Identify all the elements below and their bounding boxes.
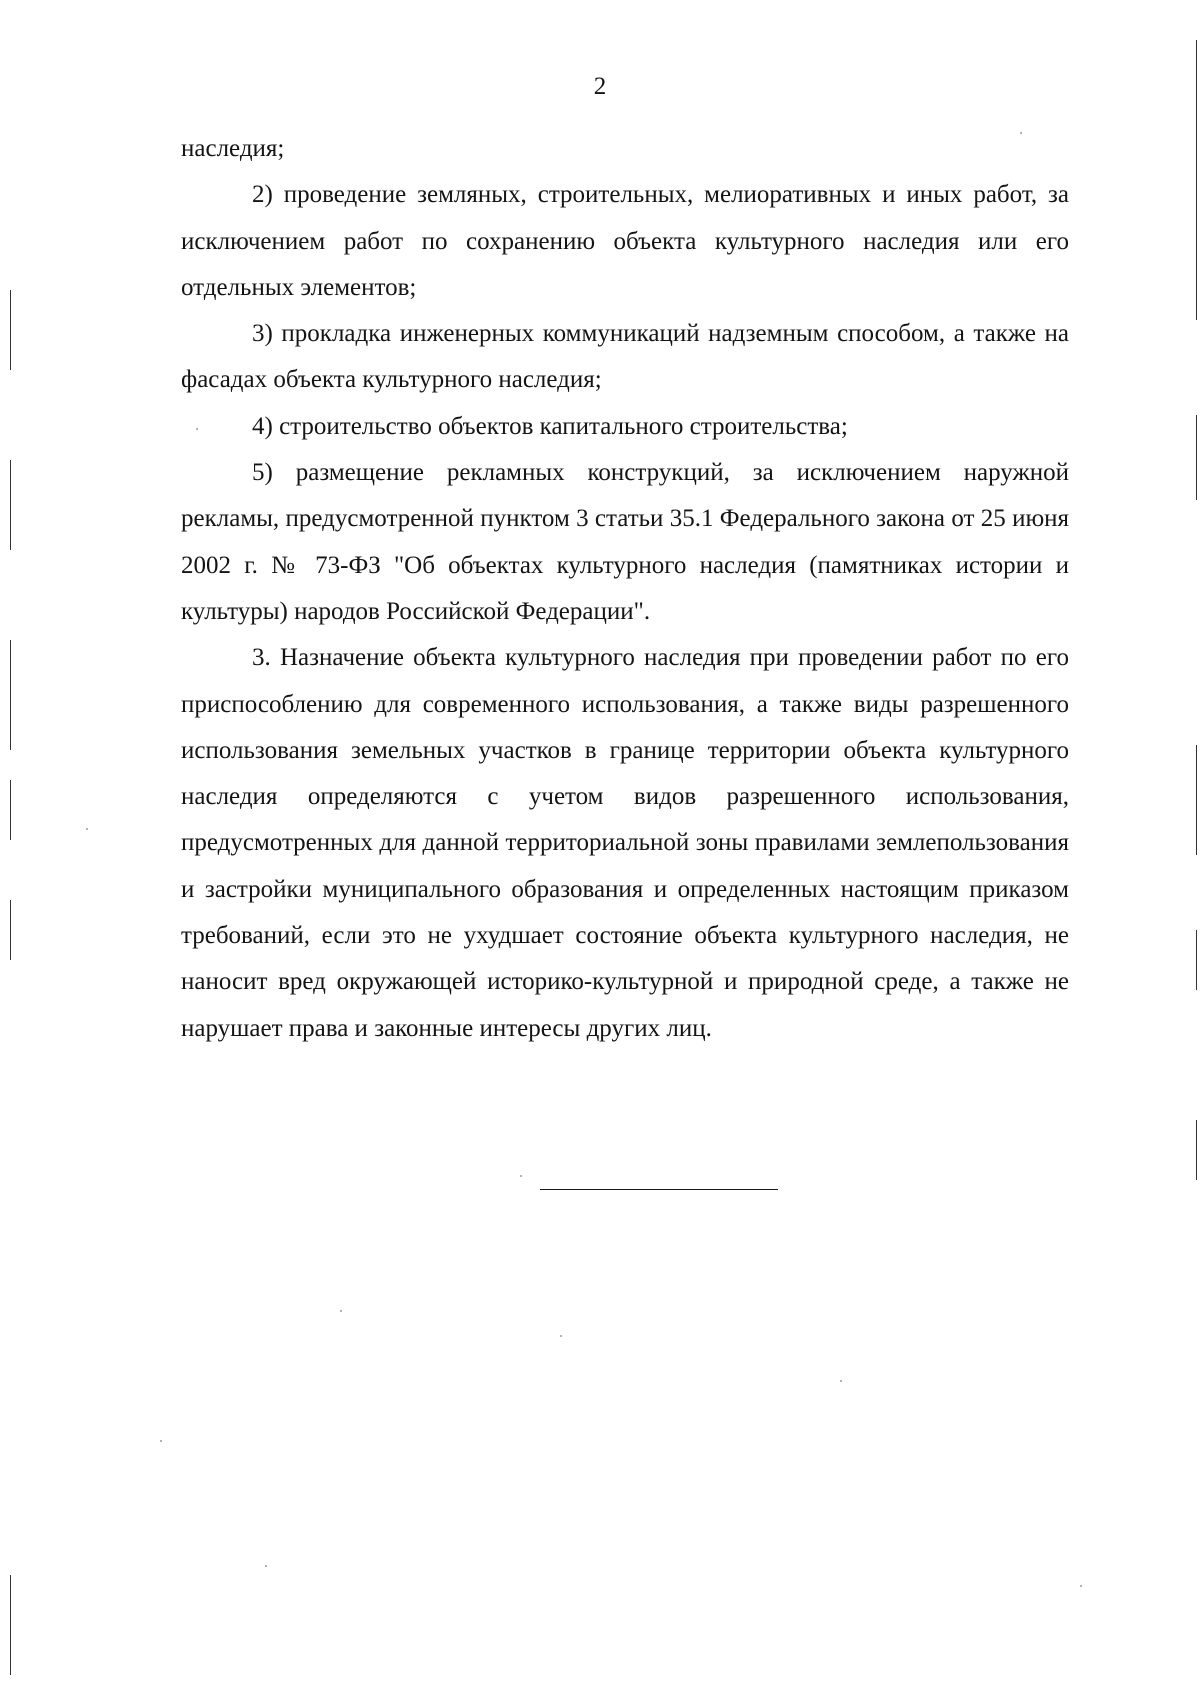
scan-speck <box>560 1335 562 1337</box>
scan-speck <box>265 1565 267 1567</box>
scan-speck <box>196 428 198 430</box>
list-item-2: 2) проведение земляных, строительных, мелиоративных и иных работ, за исключением работ по сохранению объекта культурного наследия или его отдельных элементов; <box>181 181 1069 301</box>
document-body <box>181 126 1069 1052</box>
scan-speck <box>1020 132 1022 134</box>
page-number: 2 <box>593 73 607 100</box>
clause-3: 3. Назначение объекта культурного наследия при проведении работ по его приспособлению для современного использования, а также виды разрешенного использования земельных участков в границе территории объекта культурного наследия определяются с учетом видов разрешенного использования, предусмотренных для данной территориальной зоны правилами землепользования и застройки муниципального образования и определенных настоящим приказом требований, если это не ухудшает состояние объекта культурного наследия, не наносит вред окружающей историко-культурной и природной среде, а также не нарушает права и законные интересы других лиц. <box>181 644 1069 1042</box>
end-separator-line <box>540 1189 778 1190</box>
scan-edge-mark <box>10 290 11 370</box>
scan-speck <box>340 1310 342 1312</box>
list-item-4: 4) строительство объектов капитального строительства; <box>252 412 848 440</box>
scan-edge-mark <box>1196 1120 1197 1180</box>
scan-edge-mark <box>1196 745 1197 855</box>
list-item-5: 5) размещение рекламных конструкций, за исключением наружной рекламы, предусмотренной пунктом 3 статьи 35.1 Федерального закона от 25 июня 2002 г. № 73-ФЗ "Об объектах культурного наследия (памятниках истории и культуры) народов Российской Федерации". <box>181 459 1069 625</box>
scan-edge-mark <box>1196 415 1197 500</box>
list-item-3: 3) прокладка инженерных коммуникаций надземным способом, а также на фасадах объекта культурного наследия; <box>181 320 1069 394</box>
scan-edge-mark <box>1196 930 1197 990</box>
paragraph-continuation: наследия; <box>181 135 285 162</box>
scan-speck <box>160 1440 162 1442</box>
scan-edge-mark <box>10 460 11 550</box>
scan-edge-mark <box>10 780 11 840</box>
scan-speck <box>840 1380 842 1382</box>
scan-edge-mark <box>10 900 11 960</box>
scan-edge-mark <box>10 640 11 750</box>
scan-edge-mark <box>10 1575 11 1675</box>
scan-speck <box>1080 1585 1082 1587</box>
scan-edge-mark <box>1196 40 1197 320</box>
scan-speck <box>520 1175 522 1177</box>
scan-speck <box>86 828 88 830</box>
